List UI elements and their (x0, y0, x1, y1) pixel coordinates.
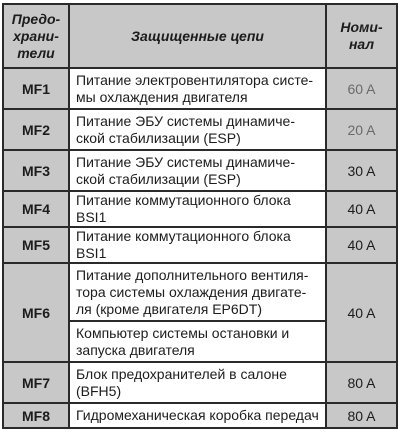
circuit-line: ля (кроме двигателя EP6DT) (76, 300, 263, 317)
circuit-line: Питание ЭБУ системы динамиче- (76, 112, 295, 129)
circuit-line: Блок предохранителей в салоне (76, 365, 287, 382)
header-circuits (69, 4, 326, 68)
circuit-line: Питание ЭБУ системы динамиче- (76, 153, 295, 170)
circuit-line: Питание коммутационного блока BSI1 (76, 192, 291, 225)
rating-cell: 80 A (326, 403, 397, 428)
table-row (3, 263, 397, 321)
fuse-id: MF8 (3, 403, 69, 428)
header-rating-line: Номи- (340, 19, 383, 35)
circuit-line: Питание коммутационного блока BSI1 (76, 228, 291, 261)
header-fuse-line: тели (17, 44, 55, 61)
circuit-line: Компьютер системы остановки и (76, 324, 290, 341)
fuse-id: MF6 (3, 263, 69, 362)
fuse-id: MF1 (3, 68, 69, 109)
fuse-table (2, 3, 398, 429)
header-row (3, 4, 397, 68)
circuit-cell (69, 227, 326, 263)
circuit-cell (69, 362, 326, 403)
rating-cell: 40 A (326, 191, 397, 227)
rating-cell: 30 A (326, 150, 397, 191)
circuit-cell (69, 109, 326, 150)
circuit-line: Питание дополнительного вентиля- (76, 266, 309, 283)
fuse-id: MF4 (3, 191, 69, 227)
table-row (3, 109, 397, 150)
header-rating (326, 4, 397, 68)
table-row (3, 227, 397, 263)
table-row (3, 403, 397, 428)
circuit-cell (69, 68, 326, 109)
circuit-line: тора системы охлаждения двигате- (76, 283, 307, 300)
rating-cell: 60 A (326, 68, 397, 109)
table-row (3, 191, 397, 227)
circuit-cell (69, 403, 326, 428)
circuit-line: (BFH5) (76, 382, 122, 399)
fuse-id: MF3 (3, 150, 69, 191)
rating-cell: 20 A (326, 109, 397, 150)
circuit-cell (69, 263, 326, 321)
header-rating-line: нал (348, 36, 375, 52)
circuit-line: ской стабилизации (ESP) (76, 170, 241, 187)
table-row (3, 150, 397, 191)
circuit-line: запуска двигателя (76, 341, 195, 358)
header-circuits-label: Защищенные цепи (131, 27, 264, 44)
fuse-id: MF2 (3, 109, 69, 150)
rating-cell: 40 A (326, 227, 397, 263)
circuit-line: Питание электровентилятора систе- (76, 71, 314, 88)
circuit-cell (69, 321, 326, 362)
table-row (3, 362, 397, 403)
circuit-line: Гидромеханическая коробка передач (76, 407, 319, 423)
rating-cell: 40 A (326, 263, 397, 362)
circuit-line: ской стабилизации (ESP) (76, 129, 241, 146)
header-fuse-line: храни- (13, 27, 59, 44)
header-fuse (3, 4, 69, 68)
circuit-cell (69, 191, 326, 227)
header-fuse-line: Предо- (11, 10, 61, 27)
circuit-cell (69, 150, 326, 191)
circuit-line: мы охлаждения двигателя (76, 88, 248, 105)
fuse-id: MF5 (3, 227, 69, 263)
fuse-id: MF7 (3, 362, 69, 403)
rating-cell: 80 A (326, 362, 397, 403)
table-row (3, 68, 397, 109)
